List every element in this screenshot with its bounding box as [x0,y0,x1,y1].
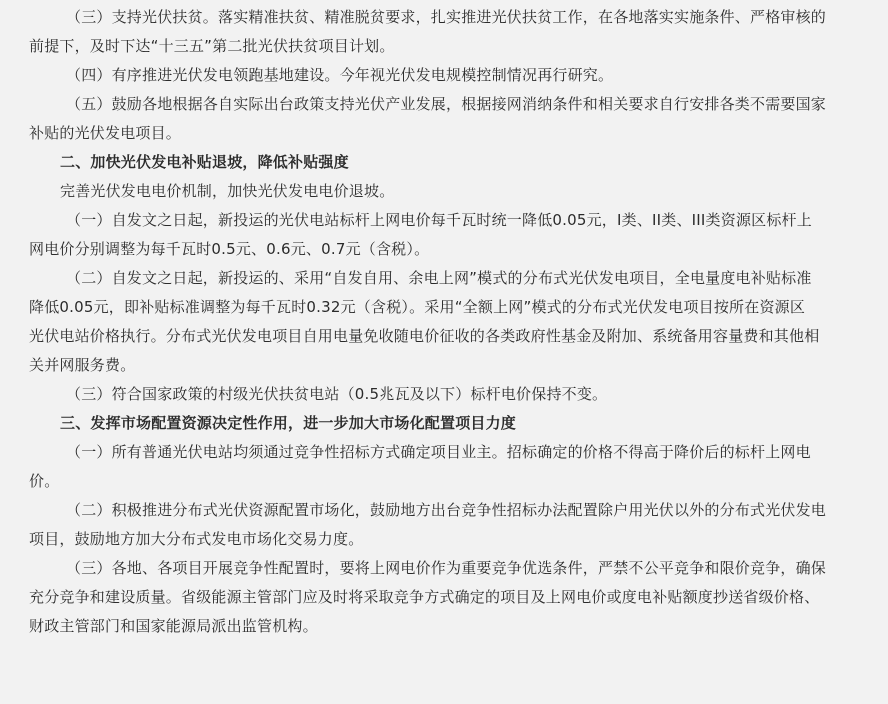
paragraph-3-2: （四）有序推进光伏发电领跑基地建设。今年视光伏发电规模控制情况再行研究。 [66,66,614,84]
paragraph-3a-1-line-2: 价。 [29,472,60,490]
paragraph-2-2-line-3: 光伏电站价格执行。分布式光伏发电项目自用电量免收随电价征收的各类政府性基金及附加、系统备用容量费和其他相 [29,327,820,345]
paragraph-3a-3-line-3: 财政主管部门和国家能源局派出监管机构。 [29,617,318,635]
paragraph-3a-3-line-2: 充分竞争和建设质量。省级能源主管部门应及时将采取竞争方式确定的项目及上网电价或度电补贴额度抄送省级价格、 [29,588,820,606]
paragraph-3a-3-line-1: （三）各地、各项目开展竞争性配置时，要将上网电价作为重要竞争优选条件，严禁不公平竞争和限价竞争，确保 [66,559,827,577]
section-heading-2: 二、加快光伏发电补贴退坡，降低补贴强度 [60,153,349,171]
paragraph-3a-2-line-1: （二）积极推进分布式光伏资源配置市场化，鼓励地方出台竞争性招标办法配置除户用光伏以外的分布式光伏发电 [66,501,827,519]
paragraph-2-2-line-2: 降低0.05元，即补贴标准调整为每千瓦时0.32元（含税）。采用“全额上网”模式的分布式光伏发电项目按所在资源区 [29,298,806,316]
paragraph-3-1-line-2: 前提下，及时下达“十三五”第二批光伏扶贫项目计划。 [29,37,395,55]
paragraph-3-1-line-1: （三）支持光伏扶贫。落实精准扶贫、精准脱贫要求，扎实推进光伏扶贫工作，在各地落实实施条件、严格审核的 [66,8,827,26]
paragraph-3a-2-line-2: 项目，鼓励地方加大分布式发电市场化交易力度。 [29,530,364,548]
paragraph-3-3-line-1: （五）鼓励各地根据各自实际出台政策支持光伏产业发展，根据接网消纳条件和相关要求自行安排各类不需要国家 [66,95,827,113]
paragraph-2-1-line-2: 网电价分别调整为每千瓦时0.5元、0.6元、0.7元（含税）。 [29,240,430,258]
section-heading-3: 三、发挥市场配置资源决定性作用，进一步加大市场化配置项目力度 [60,414,517,432]
paragraph-3-3-line-2: 补贴的光伏发电项目。 [29,124,182,142]
section-2-intro: 完善光伏发电电价机制，加快光伏发电电价退坡。 [60,182,395,200]
paragraph-2-1-line-1: （一）自发文之日起，新投运的光伏电站标杆上网电价每千瓦时统一降低0.05元，I类、II类、III类资源区标杆上 [66,211,812,229]
paragraph-2-3: （三）符合国家政策的村级光伏扶贫电站（0.5兆瓦及以下）标杆电价保持不变。 [66,385,608,403]
paragraph-2-2-line-1: （二）自发文之日起，新投运的、采用“自发自用、余电上网”模式的分布式光伏发电项目，全电量度电补贴标准 [66,269,812,287]
paragraph-3a-1-line-1: （一）所有普通光伏电站均须通过竞争性招标方式确定项目业主。招标确定的价格不得高于降价后的标杆上网电 [66,443,811,461]
document-body [0,3,888,704]
paragraph-2-2-line-4: 关并网服务费。 [29,356,136,374]
